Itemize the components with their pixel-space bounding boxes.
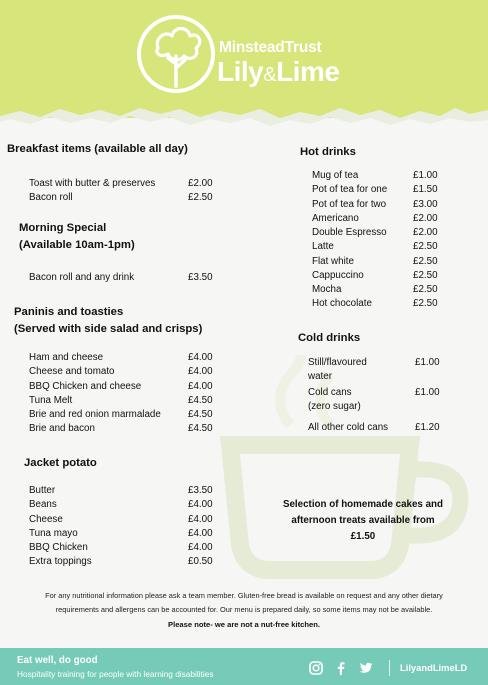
brand-logo	[136, 14, 366, 94]
menu-item-name: Cappuccino	[312, 270, 364, 281]
menu-item-name: Still/flavoured	[308, 357, 367, 368]
menu-item-price: £2.50	[188, 192, 213, 203]
menu-item-price: £4.50	[188, 423, 213, 434]
facebook-icon[interactable]	[334, 661, 348, 675]
jacket-potato-heading: Jacket potato	[24, 457, 97, 469]
menu-item-name-line2: water	[308, 371, 332, 382]
menu-item-price: £4.50	[188, 409, 213, 420]
menu-item-name: Mug of tea	[312, 170, 359, 181]
paninis-subheading: (Served with side salad and crisps)	[14, 323, 203, 335]
menu-item-price: £2.00	[188, 178, 213, 189]
menu-item-name: Pot of tea for two	[312, 199, 387, 210]
menu-item-price: £1.50	[413, 184, 438, 195]
social-handle[interactable]: LilyandLimeLD	[400, 662, 468, 673]
menu-item-price: £1.00	[415, 387, 440, 398]
menu-item-name: Tuna Melt	[29, 395, 73, 406]
menu-item-price: £2.50	[413, 270, 438, 281]
menu-item-price: £4.00	[188, 514, 213, 525]
menu-item-price: £4.00	[188, 499, 213, 510]
menu-item-price: £4.00	[188, 542, 213, 553]
menu-item-price: £2.50	[413, 284, 438, 295]
menu-item-name: Cheese and tomato	[29, 366, 115, 377]
menu-item-price: £4.00	[188, 352, 213, 363]
menu-item-price: £1.20	[415, 422, 440, 433]
menu-item-name: Mocha	[312, 284, 342, 295]
menu-item-name: Americano	[312, 213, 359, 224]
menu-item-price: £2.00	[413, 213, 438, 224]
menu-item-price: £2.00	[413, 227, 438, 238]
paninis-heading: Paninis and toasties	[14, 306, 124, 318]
menu-item-price: £2.50	[413, 298, 438, 309]
menu-item-name-line2: (zero sugar)	[308, 401, 361, 412]
morning-special-heading: Morning Special	[19, 222, 107, 234]
menu-item-price: £4.00	[188, 528, 213, 539]
menu-item-name: Brie and bacon	[29, 423, 95, 434]
footer-subline: Hospitality training for people with learning disabilities	[17, 669, 214, 679]
menu-item-name: Bacon roll	[29, 192, 73, 203]
footer-tagline: Eat well, do good	[17, 655, 98, 666]
menu-item-name: Double Espresso	[312, 227, 387, 238]
menu-item-price: £3.50	[188, 272, 213, 283]
menu-item-price: £2.50	[413, 241, 438, 252]
menu-item-name: Tuna mayo	[29, 528, 78, 539]
menu-item-name: BBQ Chicken and cheese	[29, 381, 142, 392]
menu-item-price: £2.50	[413, 256, 438, 267]
hot-drinks-heading: Hot drinks	[300, 146, 356, 158]
nut-free-notice: Please note- we are not a nut-free kitchen.	[168, 620, 320, 629]
breakfast-heading: Breakfast items (available all day)	[7, 143, 188, 155]
menu-item-name: Ham and cheese	[29, 352, 104, 363]
menu-item-price: £1.00	[413, 170, 438, 181]
menu-item-name: BBQ Chicken	[29, 542, 88, 553]
menu-item-name: Pot of tea for one	[312, 184, 388, 195]
menu-item-price: £1.00	[415, 357, 440, 368]
menu-item-price: £4.00	[188, 366, 213, 377]
morning-special-subheading: (Available 10am-1pm)	[19, 239, 135, 251]
menu-item-name: Brie and red onion marmalade	[29, 409, 161, 420]
nutrition-footnote: For any nutritional information please ask a team member. Gluten-free bread is available on request and any other dietary requirements and allergens can be accounted for. Our menu is prepared daily, so some items may not be available.	[45, 591, 443, 614]
menu-item-price: £0.50	[188, 556, 213, 567]
tree-logo-icon	[136, 14, 216, 94]
menu-item-name: Cheese	[29, 514, 63, 525]
footer-divider	[389, 660, 390, 676]
menu-item-name: Toast with butter & preserves	[29, 178, 156, 189]
menu-item-name: Cold cans	[308, 387, 352, 398]
cakes-note: Selection of homemade cakes and afternoon treats available from £1.50	[282, 499, 444, 542]
menu-item-price: £3.50	[188, 485, 213, 496]
menu-item-name: Flat white	[312, 256, 354, 267]
twitter-icon[interactable]	[359, 661, 373, 675]
menu-item-name: Beans	[29, 499, 57, 510]
menu-item-name: Latte	[312, 241, 334, 252]
menu-item-name: All other cold cans	[308, 422, 389, 433]
menu-item-name: Butter	[29, 485, 56, 496]
instagram-icon[interactable]	[309, 661, 323, 675]
paper-tear-edge	[0, 96, 488, 136]
menu-item-name: Bacon roll and any drink	[29, 272, 135, 283]
brand-name: Lily&Lime	[217, 56, 340, 87]
footer-bar	[0, 648, 488, 685]
org-name: MinsteadTrust	[219, 39, 322, 56]
menu-item-name: Hot chocolate	[312, 298, 372, 309]
menu-item-price: £3.00	[413, 199, 438, 210]
menu-item-price: £4.00	[188, 381, 213, 392]
menu-item-name: Extra toppings	[29, 556, 92, 567]
cold-drinks-heading: Cold drinks	[298, 332, 361, 344]
menu-item-price: £4.50	[188, 395, 213, 406]
